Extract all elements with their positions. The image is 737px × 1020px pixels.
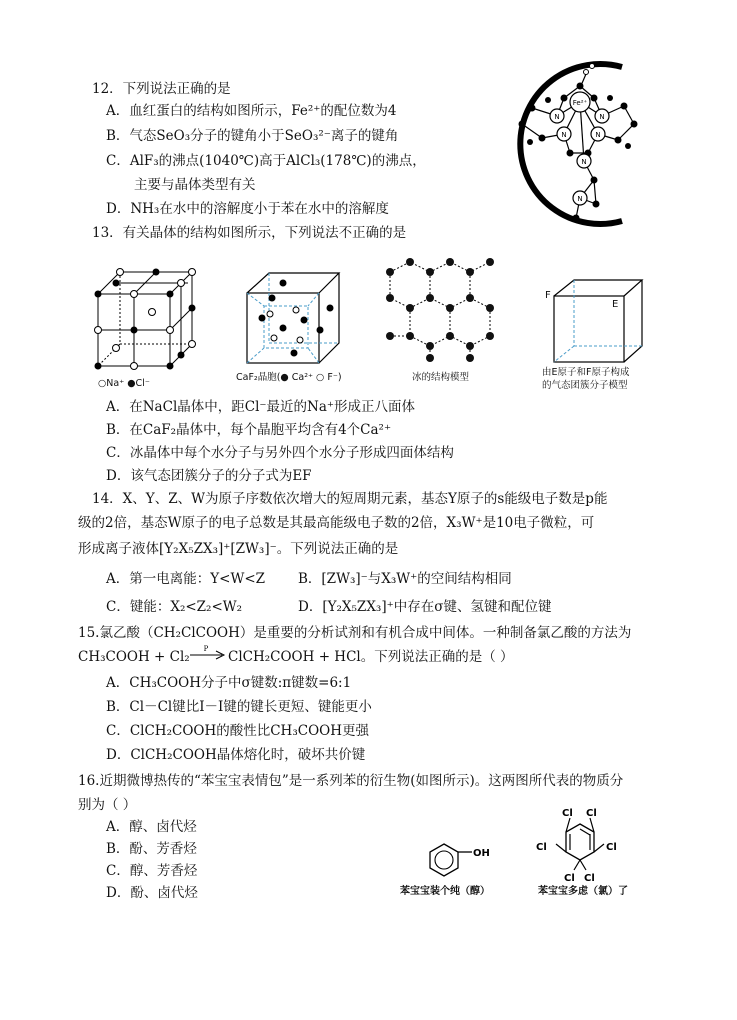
reaction-catalyst: P	[203, 645, 209, 653]
svg-text:N: N	[577, 195, 583, 203]
svg-text:N: N	[581, 158, 587, 166]
q12-option-b: B．气态SeO₃分子的键角小于SeO₃²⁻离子的键角	[106, 128, 399, 144]
q14-stem-line1: 14．X、Y、Z、W为原子序数依次增大的短周期元素，基态Y原子的s能级电子数是p能	[92, 491, 608, 507]
caf2-cell-figure	[242, 268, 342, 368]
label-e: E	[612, 299, 619, 310]
q12-option-a: A．血红蛋白的结构如图所示，Fe²⁺的配位数为4	[106, 103, 397, 119]
q16-stem-line2: 别为（ ）	[78, 797, 137, 813]
cl-label: Cl	[606, 842, 617, 853]
q13-option-a: A．在NaCl晶体中，距Cl⁻最近的Na⁺形成正八面体	[106, 399, 416, 415]
q16-option-b: B．酚、芳香烃	[106, 841, 197, 857]
svg-text:N: N	[595, 131, 601, 139]
q16-option-d: D．酚、卤代烃	[106, 885, 198, 901]
ef-cluster-figure	[550, 278, 646, 364]
cl-label: Cl	[562, 808, 573, 819]
ice-structure-figure	[380, 254, 504, 366]
fe-ion-label: Fe²⁺	[572, 99, 588, 107]
q14-stem-line3: 形成离子液体[Y₂X₅ZX₃]⁺[ZW₃]⁻。下列说法正确的是	[78, 541, 399, 557]
q14-stem-line2: 级的2倍，基态W原子的电子总数是其最高能级电子数的2倍，X₃W⁺是10电子微粒，可	[78, 515, 595, 531]
svg-text:N: N	[561, 131, 567, 139]
q12-option-c: C．AlF₃的沸点(1040℃)高于AlCl₃(178℃)的沸点，	[106, 153, 426, 169]
label-f: F	[545, 290, 551, 301]
q12-option-c-cont: 主要与晶体类型有关	[134, 177, 256, 193]
hydroxyl-label: OH	[473, 848, 490, 859]
q16-option-a: A．醇、卤代烃	[106, 819, 197, 835]
phenol-caption: 苯宝宝装个纯（醇）	[400, 886, 490, 897]
q13-stem: 13．有关晶体的结构如图所示，下列说法不正确的是	[92, 225, 407, 241]
q13-option-c: C．冰晶体中每个水分子与另外四个水分子形成四面体结构	[106, 445, 454, 461]
q15-equation-right: ClCH₂COOH + HCl。下列说法正确的是（ ）	[228, 649, 514, 665]
reaction-arrow	[188, 644, 228, 662]
hexachlorobenzene-caption: 苯宝宝多虑（氯）了	[538, 886, 628, 897]
q15-option-b: B．Cl－Cl键比I－I键的键长更短、键能更小	[106, 699, 372, 715]
ef-caption-line1: 由E原子和F原子构成	[542, 367, 630, 378]
q13-option-b: B．在CaF₂晶体中，每个晶胞平均含有4个Ca²⁺	[106, 422, 392, 438]
q14-option-a: A．第一电离能：Y<W<Z	[106, 571, 266, 587]
q15-stem-line1: 15.氯乙酸（CH₂ClCOOH）是重要的分析试剂和有机合成中间体。一种制备氯乙酸的方法为	[78, 625, 632, 641]
q12-stem: 12．下列说法正确的是	[92, 81, 231, 97]
q15-equation-left: CH₃COOH + Cl₂	[78, 649, 190, 665]
q15-option-c: C．ClCH₂COOH的酸性比CH₃COOH更强	[106, 723, 369, 739]
hemoglobin-figure	[502, 58, 652, 233]
q14-option-d: D．[Y₂X₅ZX₃]⁺中存在σ键、氢键和配位键	[298, 599, 552, 615]
cl-label: Cl	[564, 873, 575, 884]
hexachlorobenzene-structure	[530, 804, 630, 886]
cl-label: Cl	[584, 873, 595, 884]
q16-stem-line1: 16.近期微博热传的“苯宝宝表情包”是一系列苯的衍生物(如图所示)。这两图所代表的物质分	[78, 773, 624, 789]
cl-label: Cl	[586, 808, 597, 819]
q15-option-a: A．CH₃COOH分子中σ键数:π键数=6:1	[106, 675, 352, 691]
cl-label: Cl	[536, 842, 547, 853]
q14-option-b: B．[ZW₃]⁻与X₃W⁺的空间结构相同	[298, 571, 512, 587]
phenol-structure	[420, 840, 500, 884]
q12-option-d: D．NH₃在水中的溶解度小于苯在水中的溶解度	[106, 201, 389, 217]
svg-text:N: N	[599, 113, 605, 121]
q13-option-d: D．该气态团簇分子的分子式为EF	[106, 468, 312, 484]
nacl-lattice-figure	[88, 262, 204, 374]
nacl-caption: ○Na⁺ ●Cl⁻	[98, 378, 150, 389]
svg-text:N: N	[554, 113, 560, 121]
caf2-caption: CaF₂晶胞(● Ca²⁺ ○ F⁻)	[236, 372, 342, 383]
q14-option-c: C．键能：X₂<Z₂<W₂	[106, 599, 243, 615]
q16-option-c: C．醇、芳香烃	[106, 863, 198, 879]
ice-caption: 冰的结构模型	[412, 372, 470, 383]
ef-caption-line2: 的气态团簇分子模型	[542, 380, 628, 391]
q15-option-d: D．ClCH₂COOH晶体熔化时，破坏共价键	[106, 747, 366, 763]
